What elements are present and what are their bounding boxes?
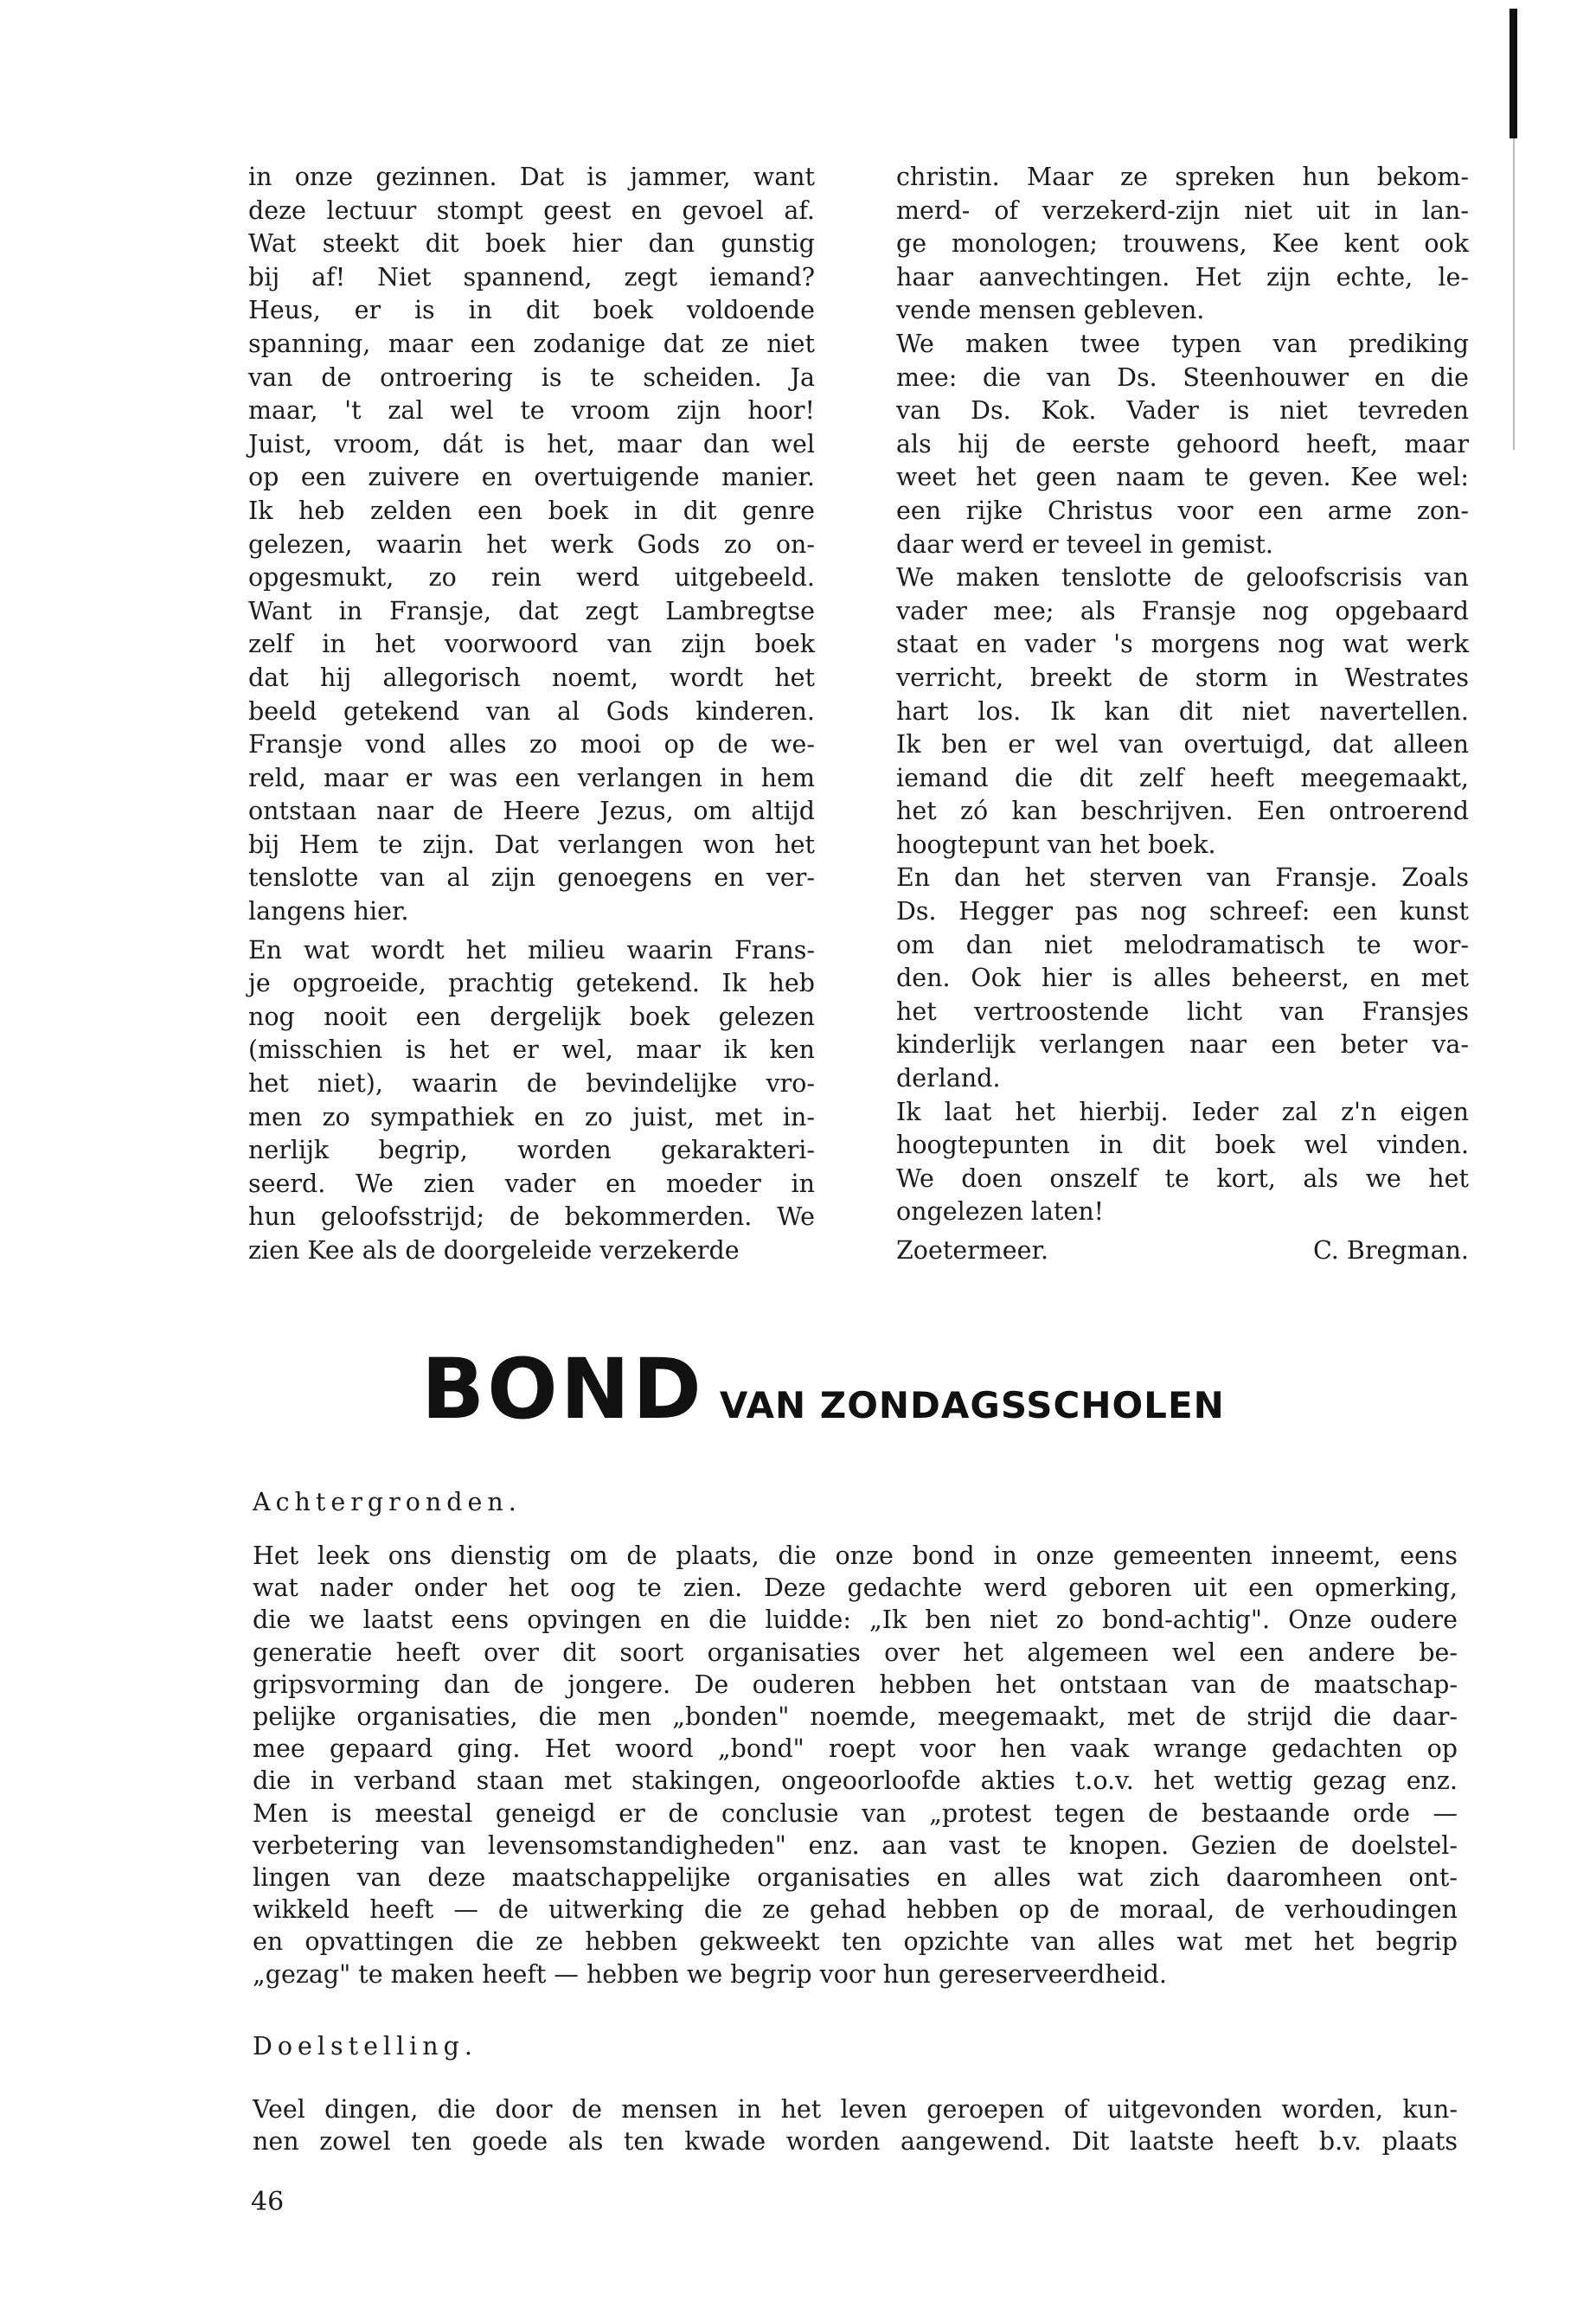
text-line: van Ds. Kok. Vader is niet tevreden <box>896 396 1469 426</box>
text-line: (misschien is het er wel, maar ik ken <box>248 1035 815 1065</box>
text-line: Want in Fransje, dat zegt Lambregtse <box>248 596 815 625</box>
text-line: hart los. Ik kan dit niet navertellen. <box>896 696 1469 726</box>
text-line: in onze gezinnen. Dat is jammer, want <box>248 163 815 191</box>
text-line: bij Hem te zijn. Dat verlangen won het <box>248 830 815 859</box>
text-line: Wat steekt dit boek hier dan gunstig <box>248 229 815 259</box>
text-line: weet het geen naam te geven. Kee wel: <box>896 463 1469 492</box>
subheading-doelstelling: Doelstelling. <box>253 2032 478 2061</box>
text-line: Heus, er is in dit boek voldoende <box>248 296 815 325</box>
text-line: nen zowel ten goede als ten kwade worden aangewend. Dit laatste heeft b.v. plaats <box>253 2127 1458 2157</box>
text-line: Veel dingen, die door de mensen in het leven geroepen of uitgevonden worden, kun- <box>253 2095 1458 2124</box>
text-line: Juist, vroom, dát is het, maar dan wel <box>248 429 815 458</box>
text-line: „gezag" te maken heeft — hebben we begrip voor hun gereserveerdheid. <box>253 1959 1167 1989</box>
text-line: staat en vader 's morgens nog wat werk <box>896 630 1469 659</box>
text-line: het vertroostende licht van Fransjes <box>896 997 1469 1026</box>
text-line: en opvattingen die ze hebben gekweekt ten opzichte van alles wat met het begrip <box>253 1927 1458 1957</box>
text-line: hoogtepunten in dit boek wel vinden. <box>896 1131 1469 1160</box>
signature-author: C. Bregman. <box>1312 1236 1469 1265</box>
text-line: opgesmukt, zo rein werd uitgebeeld. <box>248 563 815 593</box>
text-line: iemand die dit zelf heeft meegemaakt, <box>896 763 1469 792</box>
paragraph-achtergronden <box>253 1540 1458 1990</box>
text-line: het niet), waarin de bevindelijke vro- <box>248 1069 815 1099</box>
text-line: ongelezen laten! <box>896 1197 1105 1227</box>
signature-place: Zoetermeer. <box>896 1236 1049 1265</box>
text-line: beeld getekend van al Gods kinderen. <box>248 696 815 726</box>
text-line: die we laatst eens opvingen en die luidde: „Ik ben niet zo bond-achtig". Onze oudere <box>253 1606 1458 1635</box>
text-line: Ik ben er wel van overtuigd, dat alleen <box>896 730 1469 760</box>
text-line: We maken twee typen van prediking <box>896 329 1469 358</box>
heading-bond: BOND <box>421 1341 704 1438</box>
text-line: derland. <box>896 1064 1001 1093</box>
text-line: om dan niet melodramatisch te wor- <box>896 930 1469 959</box>
section-heading <box>421 1341 1225 1438</box>
text-line: mee: die van Ds. Steenhouwer en die <box>896 362 1469 392</box>
text-line: pelijke organisaties, die men „bonden" noemde, meegemaakt, met de strijd die daar- <box>253 1702 1458 1732</box>
text-line: wikkeld heeft — de uitwerking die ze gehad hebben op de moraal, de verhoudingen <box>253 1895 1458 1925</box>
text-line: spanning, maar een zodanige dat ze niet <box>248 329 815 358</box>
text-line: Men is meestal geneigd er de conclusie van „protest tegen de bestaande orde — <box>253 1798 1458 1828</box>
text-line: We maken tenslotte de geloofscrisis van <box>896 563 1469 593</box>
text-line: Het leek ons dienstig om de plaats, die onze bond in onze gemeenten inneemt, eens <box>253 1541 1458 1570</box>
subheading-achtergronden: Achtergronden. <box>253 1488 522 1516</box>
heading-van-zondagsscholen: VAN ZONDAGSSCHOLEN <box>719 1384 1225 1426</box>
text-line: reld, maar er was een verlangen in hem <box>248 763 815 792</box>
text-line: zien Kee als de doorgeleide verzekerde <box>248 1236 740 1265</box>
text-line: En dan het sterven van Fransje. Zoals <box>896 863 1469 893</box>
text-line: bij af! Niet spannend, zegt iemand? <box>248 262 815 292</box>
text-line: den. Ook hier is alles beheerst, en met <box>896 964 1469 993</box>
text-line: hun geloofsstrijd; de bekommerden. We <box>248 1202 815 1232</box>
text-line: verbetering van levensomstandigheden" enz. aan vast te knopen. Gezien de doelstel- <box>253 1830 1458 1860</box>
text-line: christin. Maar ze spreken hun bekom- <box>896 163 1469 191</box>
text-line: verricht, breekt de storm in Westrates <box>896 663 1469 692</box>
text-line: gelezen, waarin het werk Gods zo on- <box>248 529 815 559</box>
text-line: Ik heb zelden een boek in dit genre <box>248 496 815 525</box>
text-line: het zó kan beschrijven. Een ontroerend <box>896 797 1469 826</box>
text-line: als hij de eerste gehoord heeft, maar <box>896 429 1469 458</box>
text-line: dat hij allegorisch noemt, wordt het <box>248 663 815 692</box>
text-line: Ds. Hegger pas nog schreef: een kunst <box>896 897 1469 926</box>
text-line: Ik laat het hierbij. Ieder zal z'n eigen <box>896 1097 1469 1126</box>
text-line: mee gepaard ging. Het woord „bond" roept voor hen vaak wrange gedachten op <box>253 1734 1458 1764</box>
text-line: haar aanvechtingen. Het zijn echte, le- <box>896 262 1469 292</box>
text-line: deze lectuur stompt geest en gevoel af. <box>248 195 815 225</box>
text-line: langens hier. <box>248 897 409 926</box>
page-number: 46 <box>251 2187 285 2217</box>
text-line: Fransje vond alles zo mooi op de we- <box>248 730 815 760</box>
text-line: een rijke Christus voor een arme zon- <box>896 496 1469 525</box>
text-line: kinderlijk verlangen naar een beter va- <box>896 1030 1469 1060</box>
text-line: op een zuivere en overtuigende manier. <box>248 463 815 492</box>
text-line: ontstaan naar de Heere Jezus, om altijd <box>248 797 815 826</box>
text-line: van de ontroering is te scheiden. Ja <box>248 362 815 392</box>
text-line: hoogtepunt van het boek. <box>896 830 1216 859</box>
scan-edge-mark <box>1509 9 1517 138</box>
text-line: vende mensen gebleven. <box>896 296 1205 325</box>
signature <box>896 1234 1469 1268</box>
text-line: seerd. We zien vader en moeder in <box>248 1169 815 1198</box>
text-line: vader mee; als Fransje nog opgebaard <box>896 596 1469 625</box>
right-column <box>896 161 1469 1268</box>
text-line: daar werd er teveel in gemist. <box>896 529 1273 559</box>
text-line: zelf in het voorwoord van zijn boek <box>248 630 815 659</box>
text-line: nog nooit een dergelijk boek gelezen <box>248 1002 815 1031</box>
text-line: wat nader onder het oog te zien. Deze gedachte werd geboren uit een opmerking, <box>253 1574 1458 1603</box>
left-column <box>248 161 815 1268</box>
text-line: lingen van deze maatschappelijke organisaties en alles wat zich daaromheen ont- <box>253 1863 1458 1893</box>
text-line: je opgroeide, prachtig getekend. Ik heb <box>248 969 815 998</box>
text-line: men zo sympathiek en zo juist, met in- <box>248 1102 815 1131</box>
text-line: ge monologen; trouwens, Kee kent ook <box>896 229 1469 259</box>
scan-edge-shadow <box>1513 138 1515 450</box>
text-line: die in verband staan met stakingen, ongeoorloofde akties t.o.v. het wettig gezag enz. <box>253 1766 1458 1796</box>
text-line: tenslotte van al zijn genoegens en ver- <box>248 863 815 893</box>
paragraph-doelstelling <box>253 2093 1458 2157</box>
text-line: nerlijk begrip, worden gekarakteri- <box>248 1136 815 1165</box>
text-line: We doen onszelf te kort, als we het <box>896 1163 1469 1193</box>
text-line: maar, 't zal wel te vroom zijn hoor! <box>248 396 815 426</box>
text-line: gripsvorming dan de jongere. De ouderen hebben het ontstaan van de maatschap- <box>253 1670 1458 1699</box>
text-line: generatie heeft over dit soort organisaties over het algemeen wel een andere be- <box>253 1638 1458 1667</box>
text-line: merd- of verzekerd-zijn niet uit in lan- <box>896 195 1469 225</box>
text-line: En wat wordt het milieu waarin Frans- <box>248 935 815 965</box>
